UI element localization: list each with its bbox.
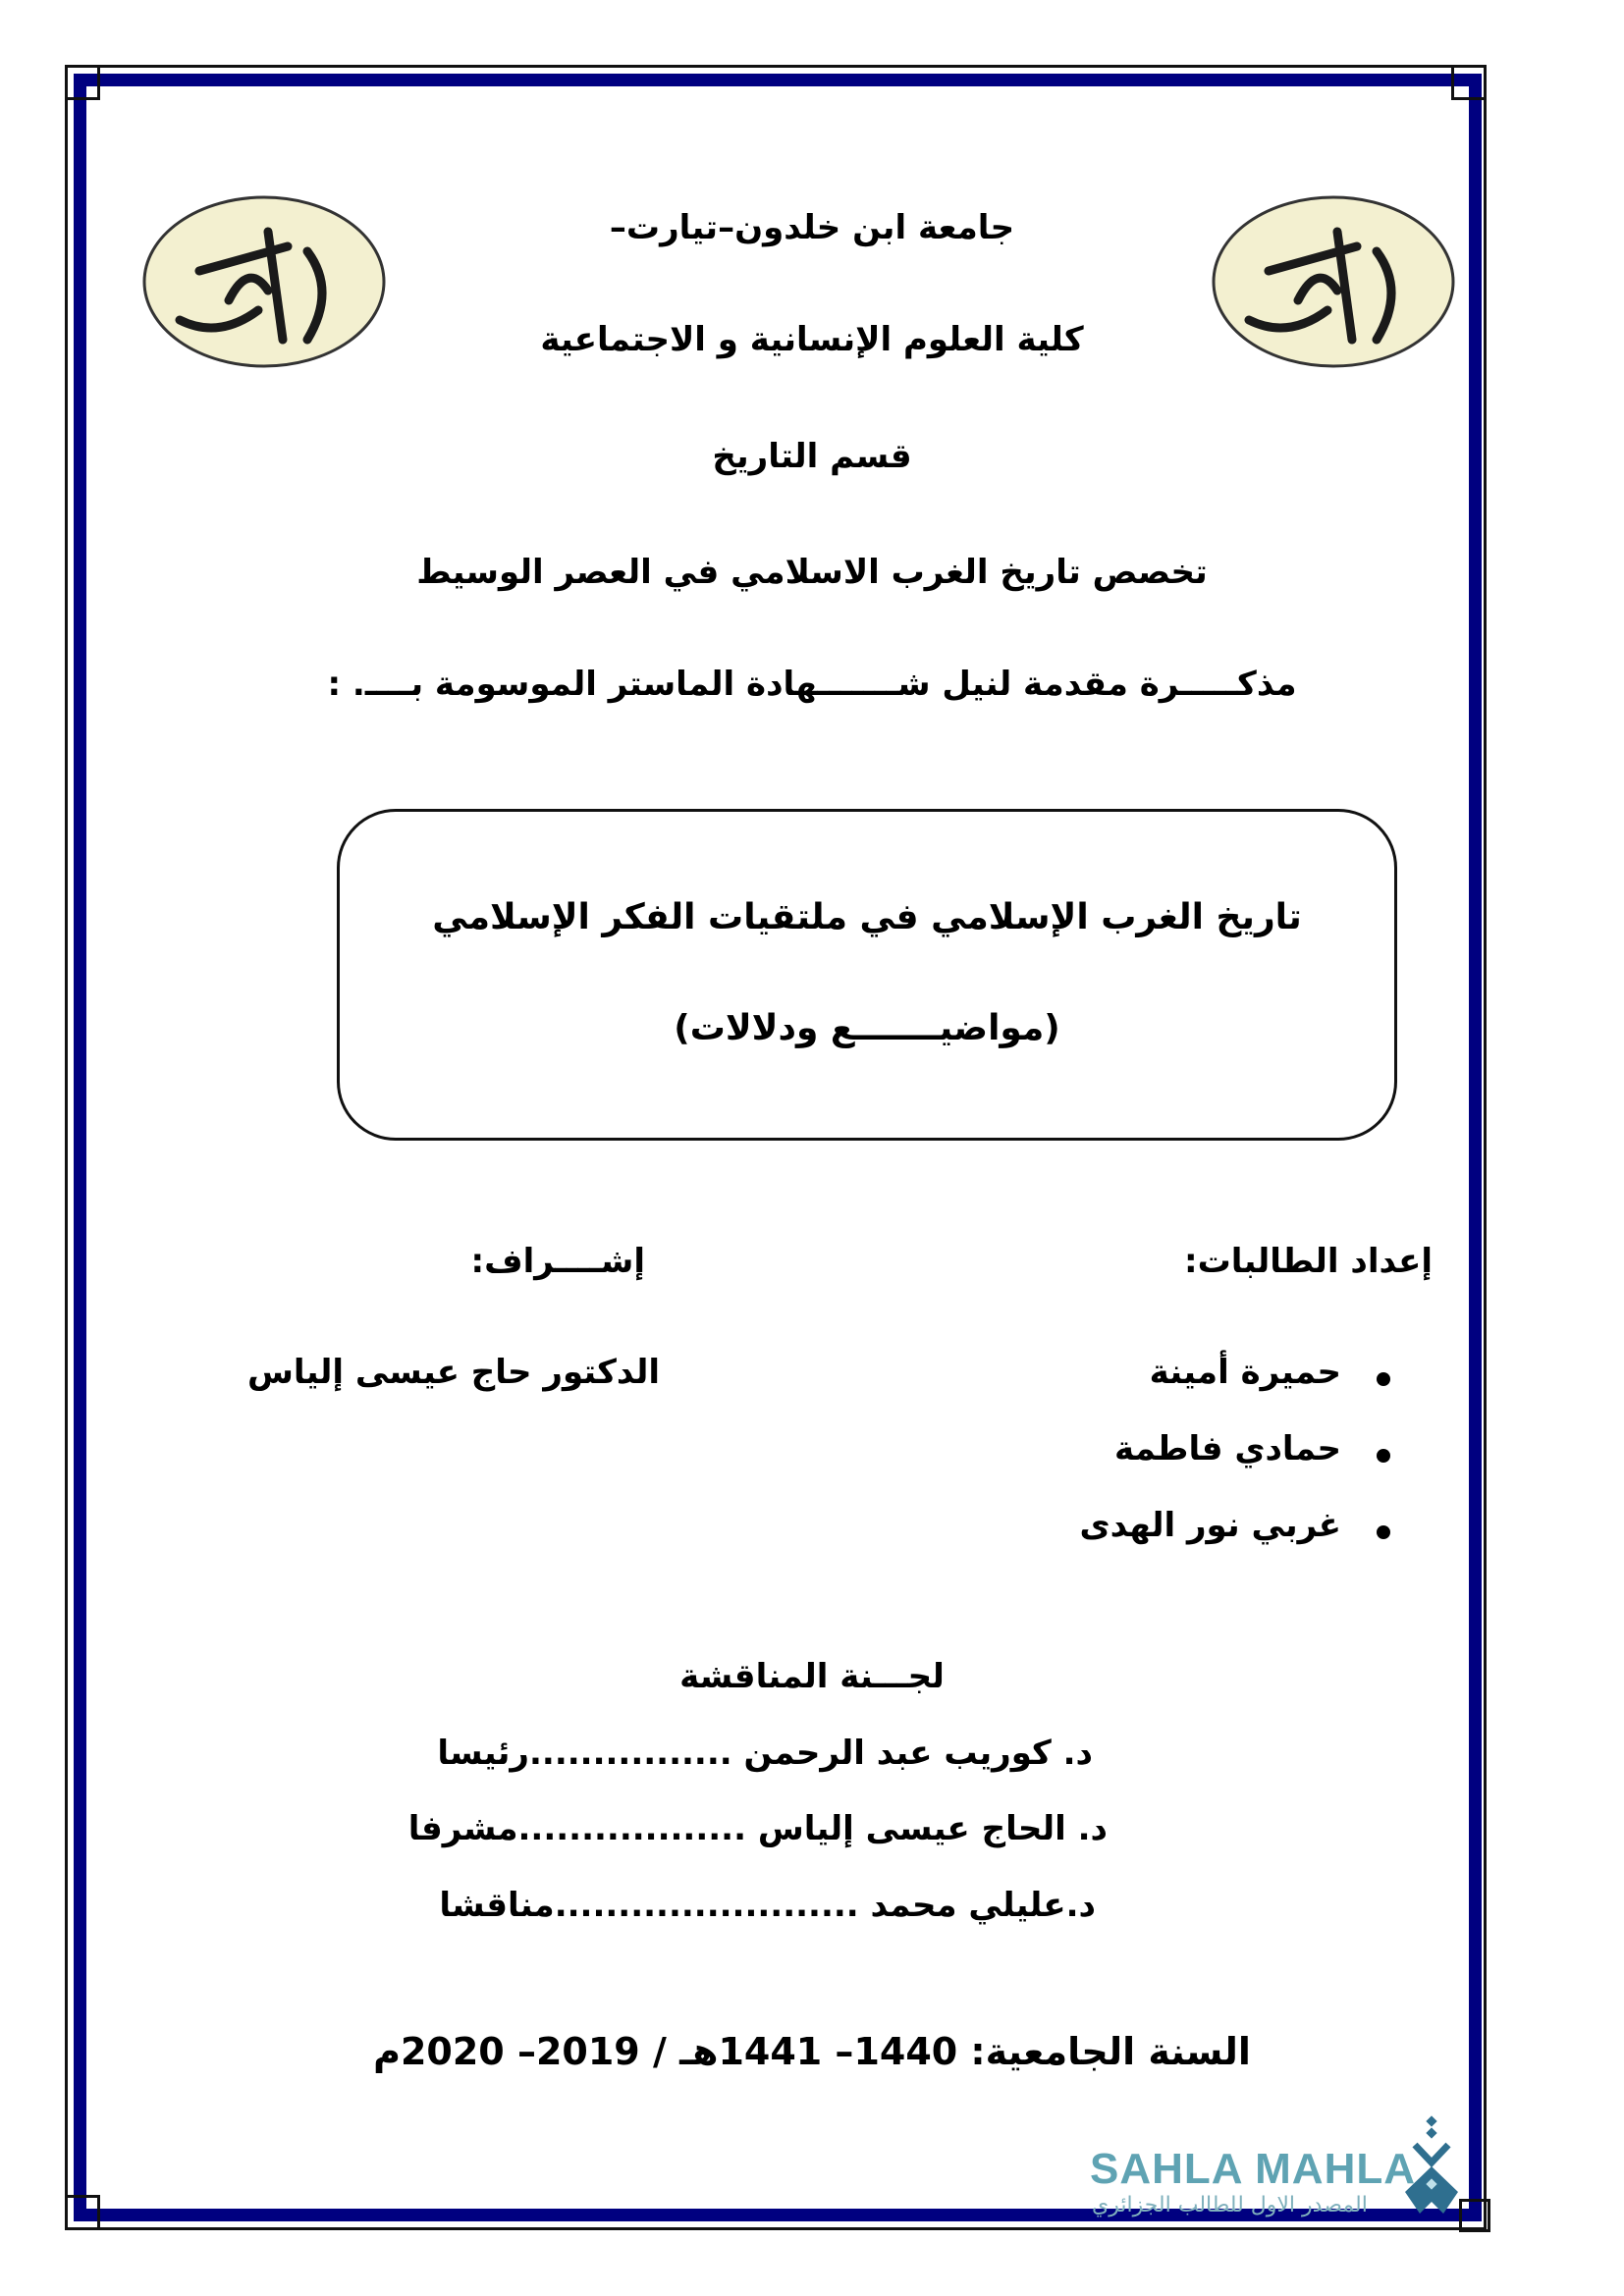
students-heading: إعداد الطالبات: bbox=[1184, 1242, 1433, 1281]
specialty: تخصص تاريخ الغرب الاسلامي في العصر الوسيط bbox=[416, 553, 1208, 592]
bullet-icon bbox=[1377, 1449, 1390, 1463]
department-name: قسم التاريخ bbox=[712, 437, 912, 476]
border-left bbox=[74, 74, 86, 2221]
title-box bbox=[337, 809, 1397, 1141]
border-top bbox=[74, 74, 1482, 86]
supervision-heading: إشــــراف: bbox=[470, 1242, 645, 1281]
committee-member: د. الحاج عيسى إلياس ..................مشرفا bbox=[407, 1809, 1108, 1848]
academic-year: السنة الجامعية: 1440– 1441هـ / 2019– 2020م bbox=[373, 2030, 1251, 2073]
sahla-mahla-logo-icon bbox=[1399, 2115, 1464, 2218]
student-name: حمادي فاطمة bbox=[1114, 1429, 1341, 1468]
corner-ornament-tr bbox=[1451, 65, 1487, 100]
border-right bbox=[1469, 74, 1482, 2221]
committee-member: د. كوريب عبد الرحمن ................رئيسا bbox=[437, 1734, 1093, 1773]
watermark-brand: SAHLA MAHLA bbox=[1090, 2145, 1416, 2193]
student-name: غربي نور الهدى bbox=[1079, 1506, 1341, 1545]
faculty-name: كلية العلوم الإنسانية و الاجتماعية bbox=[540, 320, 1084, 359]
corner-ornament-bl bbox=[65, 2195, 100, 2230]
watermark-tagline: المصدر الاول للطالب الجزائري bbox=[1092, 2193, 1368, 2217]
committee-heading: لجـــنة المناقشة bbox=[679, 1657, 945, 1696]
thesis-title: تاريخ الغرب الإسلامي في ملتقيات الفكر الإسلامي bbox=[432, 897, 1302, 937]
supervisor-name: الدكتور حاج عيسى إلياس bbox=[247, 1353, 660, 1392]
thesis-subtitle: (مواضيـــــــع ودلالات) bbox=[674, 1008, 1060, 1048]
committee-member: د.عليلي محمد ........................مناقشا bbox=[439, 1886, 1096, 1925]
university-name: جامعة ابن خلدون–تيارت– bbox=[609, 208, 1015, 247]
student-name: حميرة أمينة bbox=[1149, 1353, 1341, 1392]
bullet-icon bbox=[1377, 1372, 1390, 1386]
corner-ornament-tl bbox=[65, 65, 100, 100]
memo-intro: مذكـــــرة مقدمة لنيل شـــــــهادة الماستر الموسومة بــــ. : bbox=[327, 665, 1297, 704]
bullet-icon bbox=[1377, 1525, 1390, 1539]
